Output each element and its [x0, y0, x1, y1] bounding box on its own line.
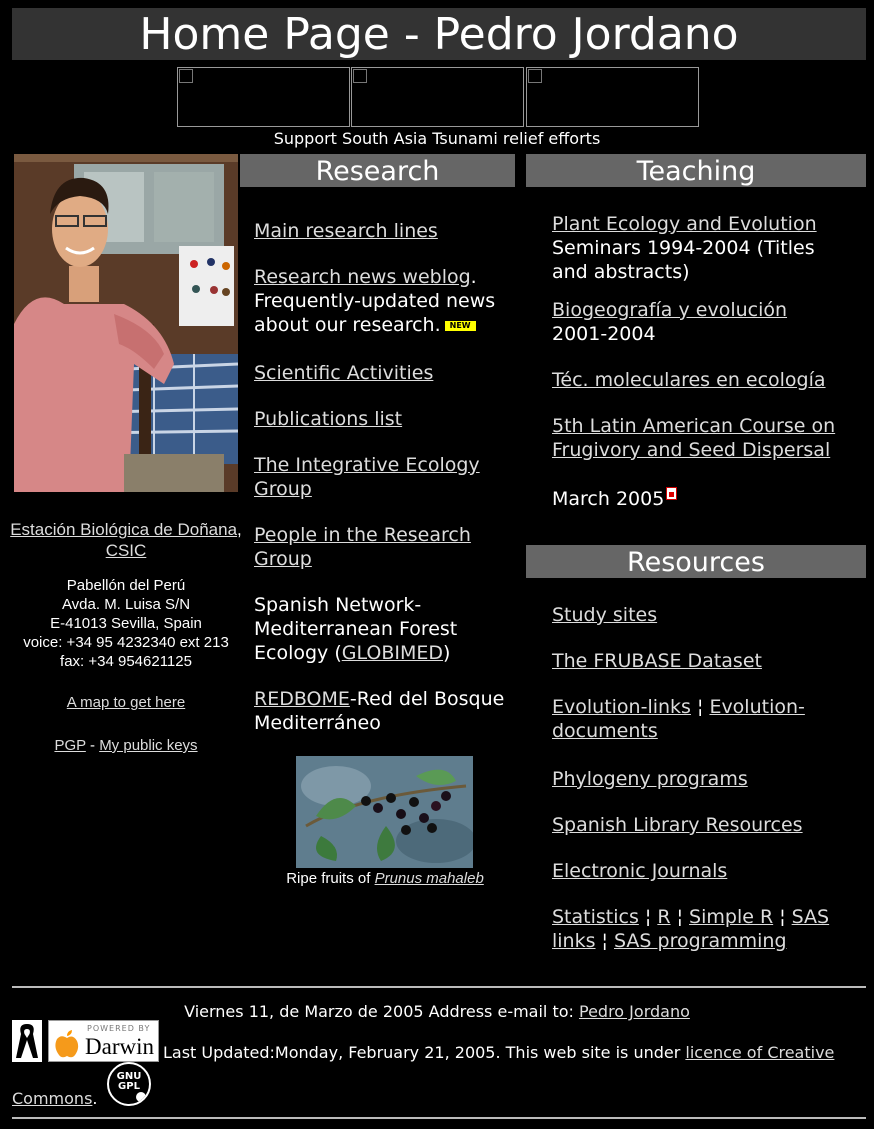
banner-image-1[interactable]: [177, 67, 350, 127]
address-line: voice: +34 95 4232340 ext 213: [23, 634, 229, 651]
gnu-gpl-text: GNU GPL: [116, 1071, 142, 1092]
address-line: E-41013 Sevilla, Spain: [50, 615, 202, 632]
darwin-text: Darwin: [85, 1034, 154, 1059]
creative-commons-link-cont[interactable]: Commons: [12, 1089, 93, 1108]
address-line: Avda. M. Luisa S/N: [61, 596, 191, 613]
csic-link[interactable]: CSIC: [105, 541, 147, 560]
main-research-lines-link[interactable]: Main research lines: [254, 220, 438, 242]
tecnicas-moleculares-link[interactable]: Téc. moleculares en ecología: [552, 369, 826, 391]
evolution-documents-link[interactable]: Evolution-documents: [552, 696, 805, 742]
study-sites-link[interactable]: Study sites: [552, 604, 658, 626]
spanish-library-link[interactable]: Spanish Library Resources: [552, 814, 803, 836]
address-line: Pabellón del Perú: [66, 577, 186, 594]
period: .: [92, 1089, 98, 1108]
institution-block: [0, 519, 252, 561]
weblog-description: . Frequently-updated news about our research.: [254, 266, 496, 336]
footer-updated-line: [163, 1043, 834, 1062]
teaching-header: Teaching: [526, 154, 866, 187]
powered-by-darwin-badge[interactable]: [48, 1020, 159, 1062]
research-header: Research: [240, 154, 515, 187]
new-badge: NEW: [445, 321, 476, 331]
pgp-link[interactable]: PGP: [54, 737, 86, 754]
page-title: Home Page - Pedro Jordano: [12, 8, 866, 60]
phylogeny-programs-link[interactable]: Phylogeny programs: [552, 768, 748, 790]
cc-icon: [136, 1092, 146, 1102]
statistics-link[interactable]: Statistics: [552, 906, 639, 928]
institution-link[interactable]: Estación Biológica de Doñana: [10, 520, 238, 539]
footer-date-text: Viernes 11, de Marzo de 2005 Address e-mail to:: [184, 1002, 579, 1021]
research-weblog-link[interactable]: Research news weblog: [254, 266, 471, 288]
broken-image-icon: [353, 69, 367, 83]
sas-programming-link[interactable]: SAS programming: [614, 930, 787, 952]
prunus-mahaleb-link[interactable]: Prunus mahaleb: [374, 870, 484, 887]
black-ribbon-icon: [12, 1020, 42, 1062]
address-line: fax: +34 954621125: [60, 653, 192, 670]
footer-divider-bottom: [12, 1117, 866, 1119]
latin-american-course-link[interactable]: 5th Latin American Course on Frugivory and Seed Dispersal: [552, 415, 836, 461]
pdf-icon[interactable]: [666, 487, 677, 500]
publications-list-link[interactable]: Publications list: [254, 408, 403, 430]
separator: ¦: [638, 906, 658, 928]
banner-caption: Support South Asia Tsunami relief efforts: [273, 129, 601, 148]
latin-course-date: March 2005: [552, 488, 665, 510]
separator: ¦: [690, 696, 710, 718]
integrative-ecology-link[interactable]: The Integrative Ecology Group: [254, 454, 480, 500]
pgp-block: [0, 737, 252, 754]
footer-date-line: [0, 1002, 874, 1021]
apple-icon: [53, 1029, 81, 1059]
plant-ecology-description: Seminars 1994-2004 (Titles and abstracts): [552, 237, 815, 283]
biogeografia-link[interactable]: Biogeografía y evolución: [552, 299, 788, 321]
portrait-photo: [14, 154, 238, 492]
broken-image-icon: [528, 69, 542, 83]
fruit-caption-text: Ripe fruits of: [286, 870, 375, 887]
creative-commons-link[interactable]: licence of Creative: [685, 1043, 835, 1062]
public-keys-link[interactable]: My public keys: [99, 737, 198, 754]
electronic-journals-link[interactable]: Electronic Journals: [552, 860, 728, 882]
redbome-link[interactable]: REDBOME: [254, 688, 350, 710]
spanish-network-text: Spanish Network-Mediterranean Forest Ecology (: [254, 594, 458, 664]
simple-r-link[interactable]: Simple R: [689, 906, 774, 928]
powered-by-text: POWERED BY: [87, 1024, 151, 1033]
biogeografia-years: 2001-2004: [552, 323, 656, 345]
redbome-description: -Red del Bosque Mediterráneo: [254, 688, 505, 734]
banner-image-2[interactable]: [351, 67, 524, 127]
fruit-caption: [240, 870, 530, 887]
gnu-gpl-badge[interactable]: [107, 1062, 151, 1106]
separator: ¦: [773, 906, 792, 928]
footer-commons-line: [12, 1089, 98, 1108]
sas-links-link[interactable]: SAS links: [552, 906, 830, 952]
broken-image-icon: [179, 69, 193, 83]
r-link[interactable]: R: [657, 906, 671, 928]
globimed-link[interactable]: GLOBIMED: [341, 642, 444, 664]
scientific-activities-link[interactable]: Scientific Activities: [254, 362, 434, 384]
evolution-links-link[interactable]: Evolution-links: [552, 696, 691, 718]
last-updated-text: Last Updated:Monday, February 21, 2005. This web site is under: [163, 1043, 686, 1062]
map-link[interactable]: A map to get here: [66, 694, 186, 711]
frubase-link[interactable]: The FRUBASE Dataset: [552, 650, 762, 672]
spanish-network-close: ): [443, 642, 451, 664]
separator: ¦: [595, 930, 614, 952]
pgp-separator: -: [85, 737, 100, 754]
email-link[interactable]: Pedro Jordano: [579, 1002, 690, 1021]
footer-divider-top: [12, 986, 866, 988]
banner-image-3[interactable]: [526, 67, 699, 127]
address-block: [0, 576, 252, 671]
people-research-group-link[interactable]: People in the Research Group: [254, 524, 471, 570]
institution-separator: ,: [237, 520, 242, 539]
plant-ecology-link[interactable]: Plant Ecology and Evolution: [552, 213, 817, 235]
resources-header: Resources: [526, 545, 866, 578]
map-block: [0, 694, 252, 711]
prunus-fruits-image: [296, 756, 473, 868]
separator: ¦: [670, 906, 690, 928]
